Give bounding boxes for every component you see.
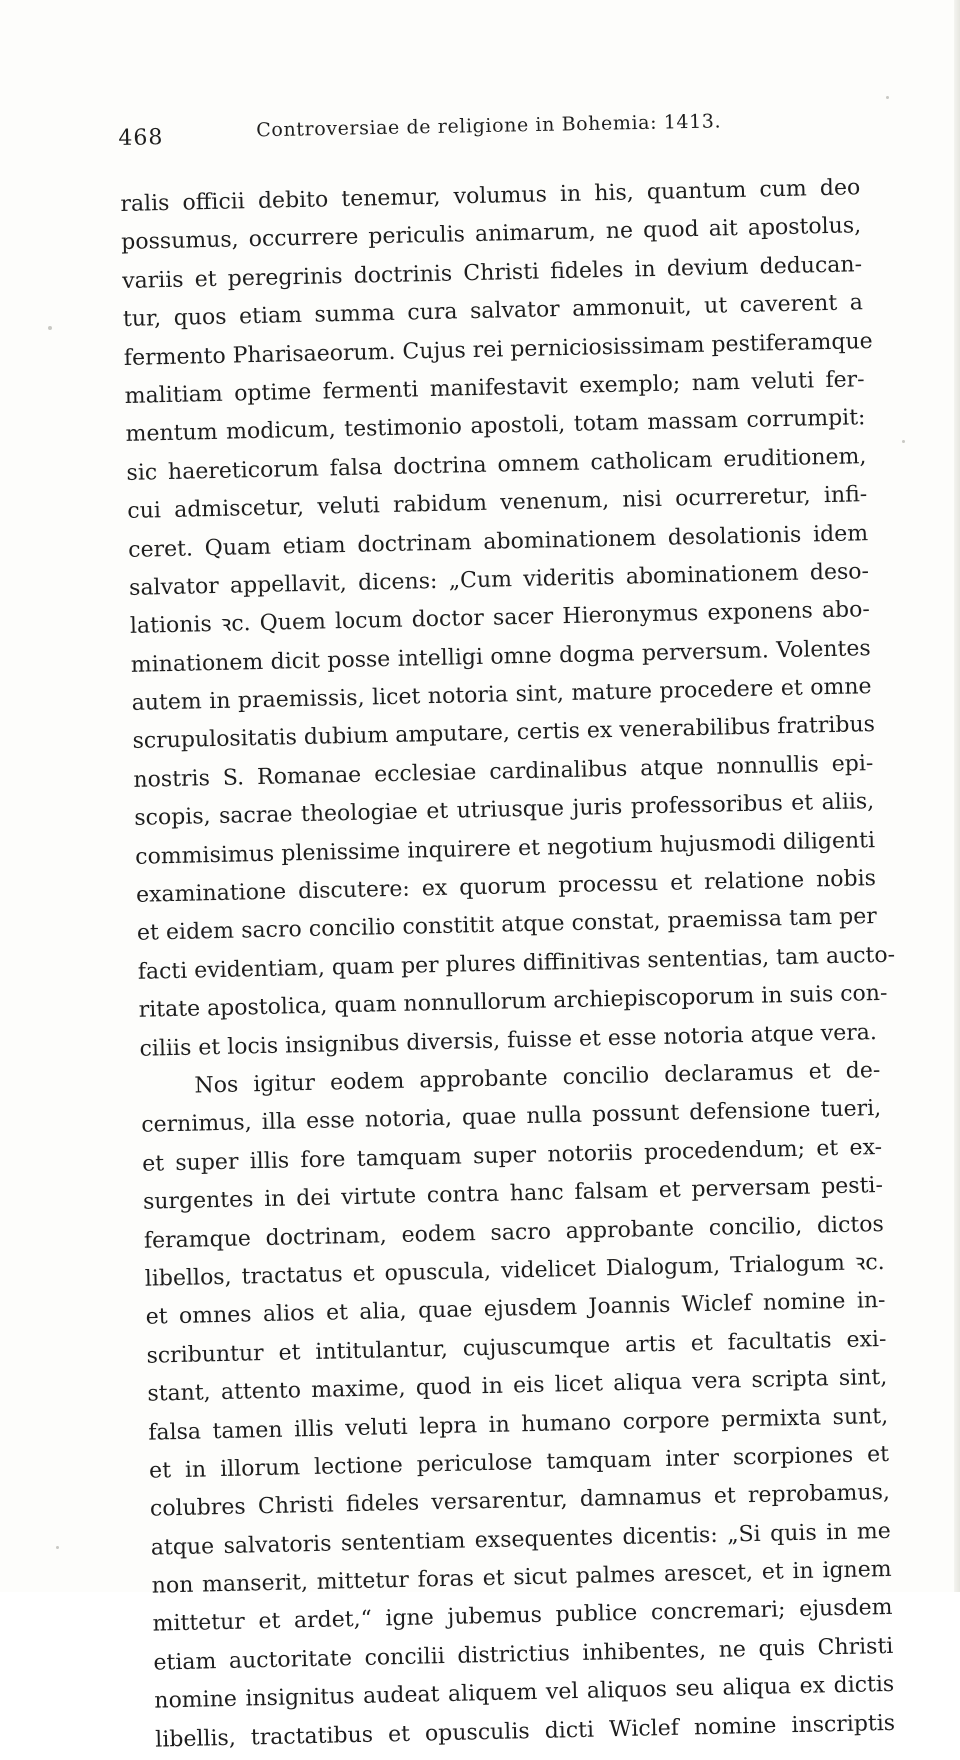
text-line: autem in praemissis, licet notoria sint, mature procedere et omne [131, 674, 872, 716]
running-head: Controversiae de religione in Bohemia: 1413. [256, 110, 722, 142]
text-line: scribuntur et intitulantur, cujuscumque artis et facultatis exi- [146, 1326, 887, 1369]
text-line: et omnes alios et alia, quae ejusdem Joannis Wiclef nomine in- [145, 1288, 886, 1331]
scan-speck [56, 1546, 59, 1549]
text-line: scrupulositatis dubium amputare, certis ex venerabilibus fratribus [132, 712, 876, 755]
body-text [120, 169, 896, 1759]
page-header [118, 101, 879, 156]
paragraph-start-line: Nos igitur eodem approbante concilio declaramus et de- [194, 1057, 881, 1099]
text-line: etiam auctoritate concilii districtius inhibentes, ne quis Christi [153, 1633, 894, 1676]
text-line: mentum modicum, testimonio apostoli, totam massam corrumpit: [125, 405, 866, 448]
text-line: nomine insignitus audeat aliquem vel aliquos seu aliqua ex dictis [154, 1672, 895, 1714]
text-line: fermento Pharisaeorum. Cujus rei perniciosissimam pestiferamque [123, 328, 873, 371]
text-line: non manserit, mittetur foras et sicut palmes arescet, et in ignem [151, 1556, 892, 1599]
text-line: et super illis fore tamquam super notoriis procedendum; et ex- [141, 1134, 883, 1177]
text-line: colubres Christi fideles versarentur, damnamus et reprobamus, [149, 1480, 891, 1522]
text-line: variis et peregrinis doctrinis Christi fideles in devium deducan- [121, 251, 863, 294]
text-line: atque salvatoris sententiam exsequentes dicentis: „Si quis in me [150, 1518, 891, 1561]
text-line: falsa tamen illis veluti lepra in humano corpore permixta sunt, [148, 1403, 889, 1446]
text-line: et eidem sacro concilio constitit atque constat, praemissa tam per [136, 904, 878, 947]
text-line: et in illorum lectione periculose tamquam inter scorpiones et [148, 1441, 890, 1484]
text-line: libellis, tractatibus et opusculis dicti Wiclef nomine inscriptis [154, 1710, 896, 1753]
page-number: 468 [118, 125, 164, 151]
text-line: lationis ꝛc. Quem locum doctor sacer Hieronymus exponens abo- [129, 597, 871, 640]
text-line: ciliis et locis insignibus diversis, fuisse et esse notoria atque vera. [139, 1019, 878, 1062]
scan-speck [902, 440, 905, 443]
text-line: cui admiscetur, veluti rabidum venenum, nisi ocurreretur, infi- [127, 482, 868, 525]
text-line: possumus, occurrere periculis animarum, ne quod ait apostolus, [121, 213, 862, 256]
text-line: cernimus, illa esse notoria, quae nulla possunt defensione tueri, [141, 1096, 882, 1139]
scan-edge [954, 0, 960, 1592]
text-line: ceret. Quam etiam doctrinam abominationem desolationis idem [127, 520, 869, 563]
text-line: mittetur et ardet,“ igne jubemus publice concremari; ejusdem [152, 1595, 893, 1638]
text-line: tur, quos etiam summa cura salvator ammonuit, ut caverent a [122, 290, 864, 333]
text-line: ritate apostolica, quam nonnullorum archiepiscoporum in suis con- [138, 981, 888, 1023]
text-line: surgentes in dei virtute contra hanc falsam et perversam pesti- [142, 1173, 884, 1215]
text-line: stant, attento maxime, quod in eis licet aliqua vera scripta sint, [147, 1365, 888, 1407]
text-line: nostris S. Romanae ecclesiae cardinalibus atque nonnullis epi- [133, 750, 874, 793]
scan-speck [886, 96, 889, 99]
text-line: ralis officii debito tenemur, volumus in his, quantum cum deo [120, 175, 861, 217]
scan-speck [48, 326, 52, 330]
text-line: examinatione discutere: ex quorum processu et relatione nobis [135, 866, 877, 908]
text-line: libellos, tractatus et opuscula, videlicet Dialogum, Trialogum ꝛc. [144, 1249, 885, 1292]
text-line: scopis, sacrae theologiae et utriusque juris professoribus et aliis, [134, 789, 875, 832]
text-line: commisimus plenissime inquirere et negotium hujusmodi diligenti [134, 827, 876, 870]
text-line: facti evidentiam, quam per plures diffinitivas sententias, tam aucto- [137, 942, 896, 985]
text-line: minationem dicit posse intelligi omne dogma perversum. Volentes [130, 635, 871, 678]
text-line: malitiam optime fermenti manifestavit exemplo; nam veluti fer- [124, 367, 865, 409]
text-line: salvator appellavit, dicens: „Cum videritis abominationem deso- [128, 559, 870, 601]
text-line: sic haereticorum falsa doctrina omnem catholicam eruditionem, [126, 443, 867, 486]
text-line: feramque doctrinam, eodem sacro approbante concilio, dictos [143, 1211, 885, 1254]
